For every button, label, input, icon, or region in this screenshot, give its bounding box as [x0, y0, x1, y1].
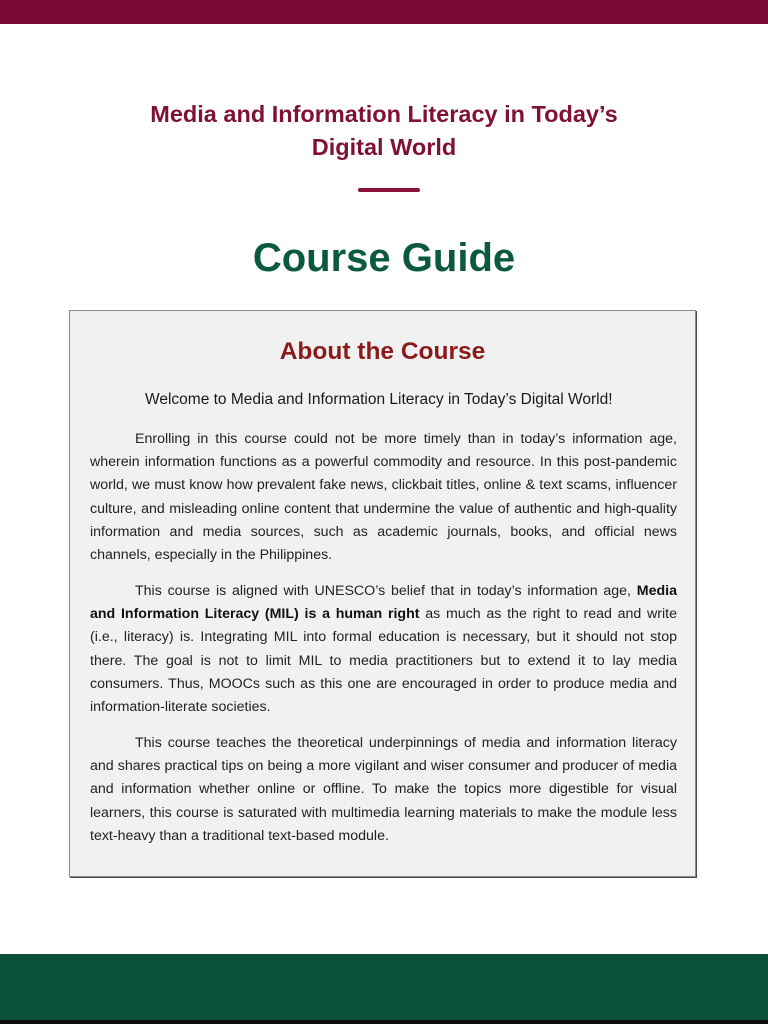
- paragraph-2: [90, 580, 677, 719]
- title-divider: [358, 188, 420, 192]
- paragraph-1: Enrolling in this course could not be more timely than in today’s information age, wherein information functions as a powerful commodity and resource. In this post-pandemic world, we must know how prevalent fake news, clickbait titles, online & text scams, influencer culture, and misleading online content that undermine the value of authentic and high-quality information and media sources, such as academic journals, books, and official news channels, especially in the Philippines.: [90, 431, 677, 564]
- page-title: Course Guide: [252, 236, 516, 280]
- course-subtitle-line-1: Media and Information Literacy in Today’s: [150, 101, 618, 127]
- paragraph-3: This course teaches the theoretical underpinnings of media and information literacy and shares practical tips on being a more vigilant and wiser consumer and producer of media and information whether online or offline. To make the topics more digestible for visual learners, this course is saturated with multimedia learning materials to make the module less text-heavy than a traditional text-based module.: [90, 735, 677, 844]
- course-subtitle-line-2: Digital World: [311, 134, 457, 160]
- about-course-box: [69, 310, 696, 877]
- about-heading: About the Course: [279, 338, 486, 365]
- paragraph-2-intro: This course is aligned with UNESCO’s belief that in today’s information age,: [135, 583, 637, 599]
- top-maroon-bar: [0, 0, 768, 24]
- course-subtitle: [0, 98, 768, 164]
- paragraph-2-rest: as much as the right to read and write (i.e., literacy) is. Integrating MIL into formal education is necessary, but it should not stop there. The goal is not to limit MIL to media practitioners but to extend it to lay media consumers. Thus, MOOCs such as this one are encouraged in order to produce media and information-literate societies.: [90, 606, 677, 716]
- bottom-green-band: [0, 954, 768, 1020]
- paragraph-2-emphasis: Media and Information Literacy (MIL) is a human right: [90, 583, 677, 623]
- bottom-edge-line: [0, 1020, 768, 1024]
- welcome-line: Welcome to Media and Information Literacy in Today’s Digital World!: [145, 391, 613, 408]
